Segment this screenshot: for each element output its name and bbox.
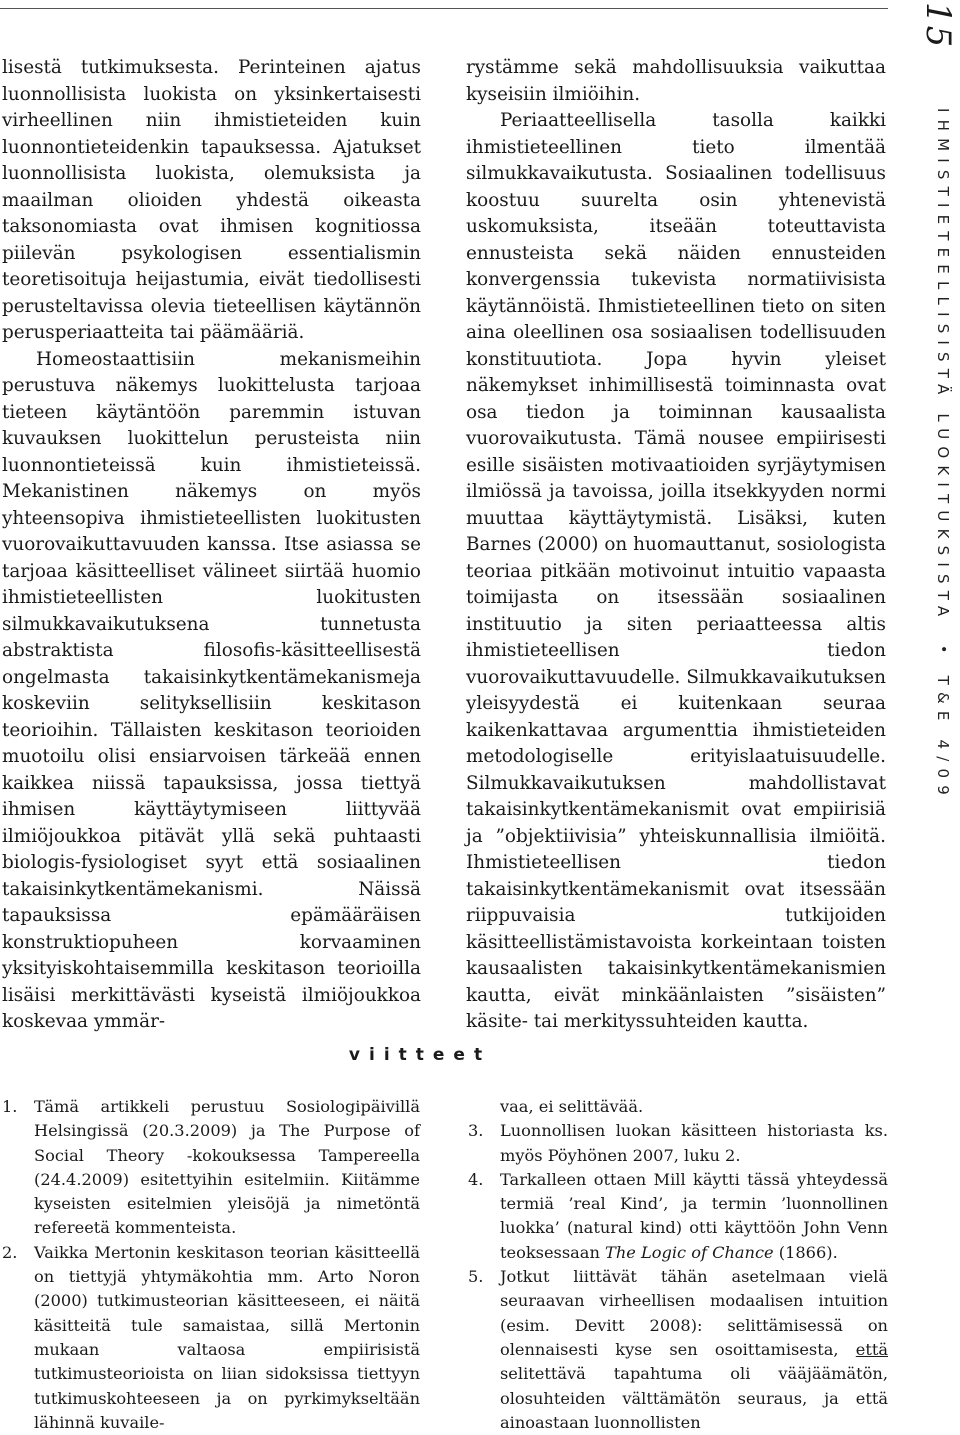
footnote-text	[500, 1168, 888, 1265]
header-rule	[0, 8, 888, 9]
body-left-column	[2, 55, 421, 1036]
footnote-number: 3.	[468, 1121, 484, 1141]
running-head	[934, 108, 952, 802]
notes-left-column	[2, 1095, 420, 1435]
footnote-number: 4.	[468, 1169, 484, 1189]
body-paragraph: rystämme sekä mahdollisuuksia vaikuttaa kyseisiin ilmiöihin.	[466, 57, 886, 105]
running-head-issue: T&E 4/09	[934, 675, 952, 802]
footnote-3	[468, 1119, 888, 1168]
footnote-text: Tämä artikkeli perustuu Sosiologipäivillä Helsingissä (20.3.2009) ja The Purpose of Social Theory -kokouksessa Tampereella (24.4.2009) esitettyihin esitelmiin. Kiitämme kyseisten esitelmien yleisöjä ja nimetöntä refereetä kommenteista.	[34, 1097, 420, 1238]
footnote-text-part: selitettävä tapahtuma oli vääjäämätön, olosuhteiden välttämätön seuraus, ja että ainoastaan luonnollisten	[500, 1364, 888, 1432]
footnote-number: 2.	[2, 1242, 18, 1262]
footnote-5	[468, 1265, 888, 1435]
body-paragraph: lisestä tutkimuksesta. Perinteinen ajatus luonnollisista luokista on yksinkertaisesti virheellinen niin ihmistieteiden kuin luonnontieteidenkin tapauksessa. Ajatukset luonnollisista luokista, olemuksista ja maailman olioiden yhdestä oikeasta taksonomiasta ovat ihmisen kognitiossa piilevän psykologisen essentialismin teoretisoituja heijastumia, eivät tiedollisesti perusteltavissa olevia tieteellisen käytännön perusperiaatteita tai päämääriä.	[2, 57, 421, 343]
footnote-text-part: Jotkut liittävät tähän asetelmaan vielä seuraavan virheellisen modaalisen intuition (esim. Devitt 2008): selittämisessä on olennaisesti kyse sen osoittamisesta,	[500, 1267, 888, 1359]
footnote-text-part: Tarkalleen ottaen Mill käytti tässä yhteydessä termiä ’real Kind’, ja termin ’luonnollinen luokka’ (natural kind) otti käyttöön John Venn teoksessaan	[500, 1169, 888, 1262]
footnote-2-continuation	[468, 1095, 888, 1119]
footnote-4	[468, 1168, 888, 1265]
footnote-text: Luonnollisen luokan käsitteen historiasta ks. myös Pöyhönen 2007, luku 2.	[500, 1121, 888, 1165]
underlined-word: että	[855, 1339, 888, 1359]
book-title: The Logic of Chance	[605, 1242, 774, 1262]
notes-heading: viitteet	[348, 1045, 492, 1065]
footnote-number: 5.	[468, 1267, 484, 1287]
body-paragraph: Periaatteellisella tasolla kaikki ihmistieteellinen tieto ilmentää silmukkavaikutusta. Sosiaalinen todellisuus koostuu suurelta osin yhtenevistä uskomuksista, itseään toteuttavista ennusteista sekä näiden ennusteiden konvergenssia tukevista normatiivisista käytännöistä. Ihmistieteellinen tieto on siten aina oleellinen osa sosiaalisen todellisuuden konstituutiota. Jopa hyvin yleiset näkemykset inhimillisestä toiminnasta ovat osa tiedon ja toiminnan kausaalista vuorovaikutusta. Tämä nousee empiirisesti esille sisäisten motivaatioiden syrjäytymisen ilmiössä ja tavoissa, joilla itsekkyyden normi muuttaa käyttäytymistä. Lisäksi, kuten Barnes (2000) on huomauttanut, sosiologista teoriaa pitkään motivoinut intuitio vapaasta toimijasta on itsessään sosiaalinen instituutio ja siten periaatteessa altis ihmistieteellisen tiedon vuorovaikuttavuudelle. Silmukkavaikutuksen yleisyydestä ei kuitenkaan seuraa kaikenkattavaa argumenttia ihmistieteiden metodologiselle erityislaatuisuudelle. Silmukkavaikutuksen mahdollistavat takaisinkytkentämekanismit ovat empiirisiä ja ”objektiivisia” yhteiskunnallisia ilmiöitä. Ihmistieteellisen tiedon takaisinkytkentämekanismit ovat itsessään riippuvaisia tutkijoiden käsitteellistämistavoista korkeintaan toisten kausaalisten takaisinkytkentämekanismien kautta, eivät minkäänlaisten ”sisäisten” käsite- tai merkityssuhteiden kautta.	[466, 110, 886, 1032]
footnote-1	[2, 1095, 420, 1241]
body-right-column	[466, 55, 886, 1036]
footnote-2	[2, 1241, 420, 1435]
footnote-number: 1.	[2, 1097, 18, 1116]
body-paragraph: Homeostaattisiin mekanismeihin perustuva näkemys luokittelusta tarjoaa tieteen käytäntöön paremmin istuvan kuvauksen luokittelun perusteista niin luonnontieteissä kuin ihmistieteissä. Mekanistinen näkemys on myös yhteensopiva ihmistieteellisten luokitusten vuorovaikuttavuuden kanssa. Itse asiassa se tarjoaa käsitteelliset välineet siirtää huomio ihmistieteellisten luokitusten silmukkavaikutuksena tunnetusta abstraktista filosofis-käsitteellisestä ongelmasta takaisinkytkentämekanismeja koskeviin selityksellisiin keskitason teorioihin. Tällaisten keskitason teorioiden muotoilu olisi ensiarvoisen tärkeää ennen kaikkea niissä tapauksissa, jossa tiettyä ihmisen käyttäytymiseen liittyvää ilmiöjoukkoa pitävät yllä sekä puhtaasti biologis-fysiologiset syyt että sosiaalinen takaisinkytkentämekanismi. Näissä tapauksissa epämääräisen konstruktiopuheen korvaaminen yksityiskohtaisemmilla keskitason teorioilla lisäisi merkittävästi kyseistä ilmiöjoukkoa koskevaa ymmär-	[2, 348, 421, 1032]
page-number: 15	[918, 2, 958, 50]
footnote-text-part: (1866).	[773, 1242, 838, 1262]
notes-right-column	[468, 1095, 888, 1435]
footnote-text: vaa, ei selittävää.	[500, 1097, 644, 1116]
running-head-title: IHMISTIETEELLISISTÄ LUOKITUKSISTA	[934, 108, 952, 624]
footnote-text	[500, 1265, 888, 1435]
footnote-text: Vaikka Mertonin keskitason teorian käsitteellä on tiettyjä yhtymäkohtia mm. Arto Noron (2000) tutkimusteorian käsitteeseen, ei näitä käsitteitä tule samaistaa, sillä Mertonin mukaan valtaosa empiirisistä tutkimusteorioista on liian sidoksissa tiettyyn tutkimuskohteeseen ja on pyrkimykseltään lähinnä kuvaile-	[34, 1242, 420, 1432]
running-head-separator: •	[935, 645, 951, 654]
